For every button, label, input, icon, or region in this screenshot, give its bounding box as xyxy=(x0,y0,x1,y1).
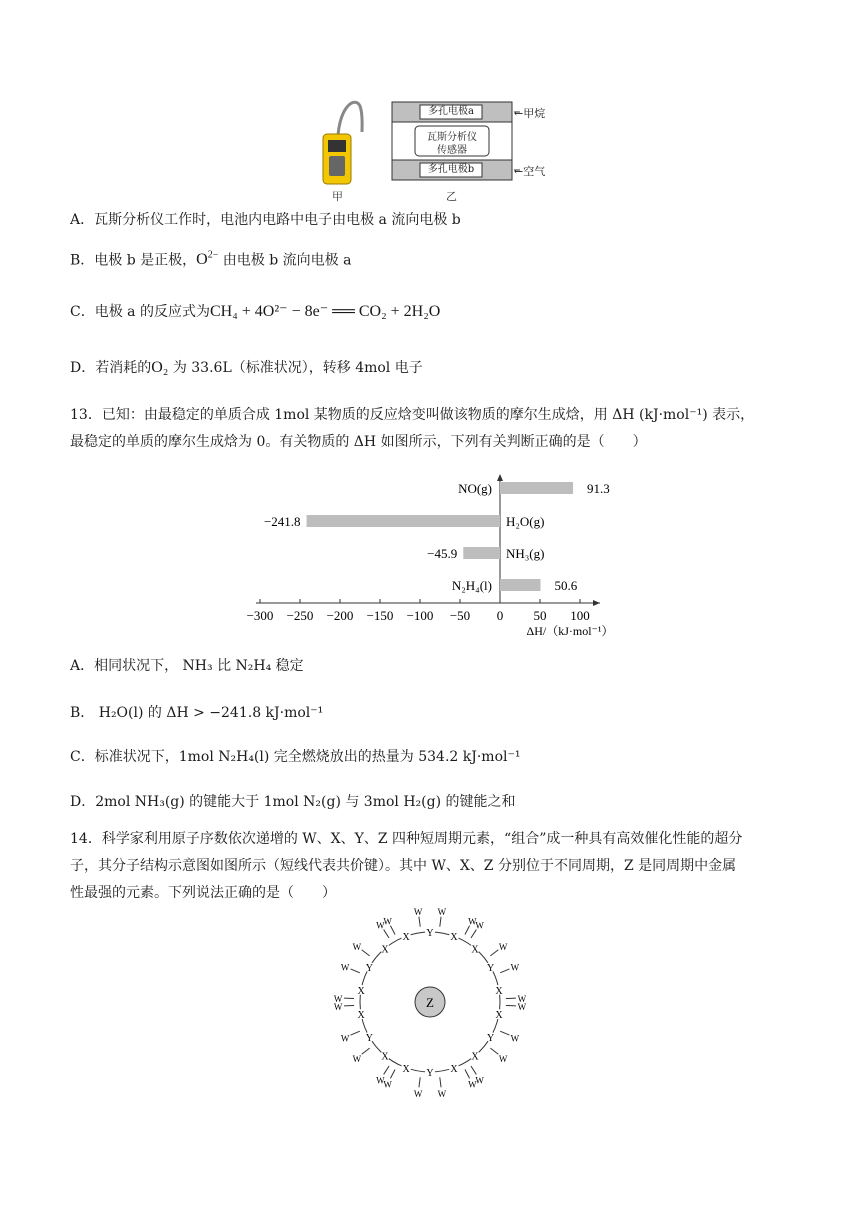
atom-y: Y xyxy=(365,1033,373,1044)
atom-x: X xyxy=(495,985,503,997)
category-label: N₂H₄(l) xyxy=(451,578,492,593)
value-label: −241.8 xyxy=(263,514,301,529)
bond xyxy=(390,926,395,935)
q13-option-d: D．2mol NH₃(g) 的键能大于 1mol N₂(g) 与 3mol H₂(g) 的键能之和 xyxy=(70,794,516,810)
atom-w: W xyxy=(340,1033,350,1044)
atom-x: X xyxy=(381,944,389,956)
value-label: −45.9 xyxy=(427,546,458,561)
atom-w: W xyxy=(468,916,477,927)
q12-option-d xyxy=(70,358,423,378)
z-label: Z xyxy=(426,995,434,1010)
bond xyxy=(440,917,441,927)
atom-y: Y xyxy=(487,1033,495,1044)
y-axis-arrow xyxy=(497,474,503,481)
q14-stem-line2: 子，其分子结构示意图如图所示（短线代表共价键）。其中 W、X、Z 分别位于不同周期，Z 是同周期中金属 xyxy=(70,858,737,874)
enthalpy-chart xyxy=(240,470,630,642)
atom-x: X xyxy=(471,944,479,956)
atom-y: Y xyxy=(426,1068,434,1079)
bond xyxy=(390,1069,395,1078)
category-label: NH₃(g) xyxy=(506,546,545,561)
electrode-a-equation: CH₄ + 4O²⁻ − 8e⁻ ══ CO₂ + 2H₂O xyxy=(209,303,441,320)
q12-option-c-pre: C．电极 a 的反应式为 xyxy=(70,304,210,320)
atom-x: X xyxy=(402,932,410,944)
q12-option-b-pre: B．电极 b 是正极， xyxy=(70,252,197,269)
atom-w: W xyxy=(340,962,350,973)
bond xyxy=(440,1077,441,1087)
atom-w: W xyxy=(352,1053,362,1064)
atom-w: W xyxy=(413,908,423,917)
atom-w: W xyxy=(498,1053,508,1064)
bond xyxy=(465,926,470,935)
atom-x: X xyxy=(357,1010,365,1022)
bar xyxy=(307,515,500,527)
caption-yi: 乙 xyxy=(446,190,457,203)
bond xyxy=(384,930,389,938)
bond xyxy=(490,1048,498,1054)
value-label: 91.3 xyxy=(587,481,610,496)
sensor-label-line2: 传感器 xyxy=(437,145,467,156)
x-tick-label: 0 xyxy=(496,608,504,623)
q12-option-c xyxy=(70,302,440,322)
atom-w: W xyxy=(517,993,527,1004)
atom-x: X xyxy=(471,1051,479,1063)
atom-x: X xyxy=(450,1063,458,1075)
q13-stem-line2: 最稳定的单质的摩尔生成焓为 0。有关物质的 ΔH 如图所示，下列有关判断正确的是（ ） xyxy=(70,434,647,450)
atom-x: X xyxy=(495,1010,503,1022)
q14-stem-line1: 14．科学家利用原子序数依次递增的 W、X、Y、Z 四种短周期元素，“组合”成一种具有高效催化性能的超分 xyxy=(70,831,743,847)
q12-option-a: A．瓦斯分析仪工作时，电池内电路中电子由电极 a 流向电极 b xyxy=(70,212,461,228)
x-tick-label: −50 xyxy=(449,608,471,623)
x-tick-label: −300 xyxy=(246,608,274,623)
q13-option-b: B． H₂O(l) 的 ΔH > −241.8 kJ·mol⁻¹ xyxy=(70,705,324,721)
caption-jia: 甲 xyxy=(332,190,343,203)
atom-w: W xyxy=(383,916,392,927)
bar xyxy=(500,482,573,494)
q14-stem-line3: 性最强的元素。下列说法正确的是（ ） xyxy=(70,885,336,901)
enthalpy-bar-chart xyxy=(240,470,630,642)
x-tick-label: −200 xyxy=(326,608,354,623)
category-label: NO(g) xyxy=(458,481,492,496)
atom-x: X xyxy=(381,1051,389,1063)
supramolecule-structure xyxy=(320,908,540,1104)
x-tick-label: 100 xyxy=(570,608,590,623)
q14-stem xyxy=(70,826,790,907)
bond xyxy=(471,930,476,938)
air-inlet-label: ←空气 xyxy=(514,165,546,178)
oxygen-formula: O₂ xyxy=(151,359,169,376)
q13-stem xyxy=(70,402,790,456)
bond xyxy=(500,1031,509,1035)
bond xyxy=(384,1066,389,1074)
q13-option-a: A．相同状况下， NH₃ 比 N₂H₄ 稳定 xyxy=(70,658,304,674)
bar xyxy=(500,579,540,591)
x-axis-label: ΔH/（kJ·mol⁻¹） xyxy=(526,624,614,638)
atom-w: W xyxy=(383,1079,392,1090)
q12-option-d-pre: D．若消耗的 xyxy=(70,360,152,376)
electrode-b-label: 多孔电极b xyxy=(427,164,475,175)
bond xyxy=(465,1069,470,1078)
atom-w: W xyxy=(475,1075,484,1086)
atom-w: W xyxy=(517,1002,527,1013)
q12-option-b xyxy=(70,246,351,270)
atom-w: W xyxy=(333,993,343,1004)
atom-w: W xyxy=(475,920,484,931)
category-label: H₂O(g) xyxy=(506,514,545,529)
atom-x: X xyxy=(450,932,458,944)
bond xyxy=(490,950,498,956)
atom-w: W xyxy=(413,1089,423,1100)
atom-w: W xyxy=(510,1033,520,1044)
figure-gas-analyzer xyxy=(310,96,570,206)
atom-w: W xyxy=(437,1089,447,1100)
q13-stem-line1: 13．已知：由最稳定的单质合成 1mol 某物质的反应焓变叫做该物质的摩尔生成焓，用 ΔH (kJ·mol⁻¹) 表示， xyxy=(70,407,755,423)
atom-w: W xyxy=(376,1075,385,1086)
methane-inlet-label: ←甲烷 xyxy=(514,107,546,120)
atom-w: W xyxy=(498,942,508,953)
x-tick-label: 50 xyxy=(533,608,547,623)
bond xyxy=(471,1066,476,1074)
bond xyxy=(500,969,509,973)
bar xyxy=(463,547,500,559)
supramolecule-figure xyxy=(320,908,540,1104)
atom-w: W xyxy=(468,1079,477,1090)
atom-x: X xyxy=(357,985,365,997)
value-label: 50.6 xyxy=(554,578,578,593)
bond xyxy=(351,969,360,973)
sensor-label-line1: 瓦斯分析仪 xyxy=(427,132,477,143)
electrode-a-label: 多孔电极a xyxy=(428,106,474,117)
bond xyxy=(362,1048,370,1054)
x-tick-label: −250 xyxy=(286,608,314,623)
atom-w: W xyxy=(352,942,362,953)
atom-y: Y xyxy=(365,963,373,974)
bond xyxy=(419,1077,420,1087)
atom-x: X xyxy=(402,1063,410,1075)
atom-w: W xyxy=(437,908,447,917)
bond xyxy=(419,917,420,927)
q13-option-c: C．标准状况下，1mol N₂H₄(l) 完全燃烧放出的热量为 534.2 kJ·mol⁻¹ xyxy=(70,749,521,765)
x-axis-arrow xyxy=(593,600,600,606)
handheld-analyzer-icon xyxy=(323,102,362,184)
bond xyxy=(362,950,370,956)
atom-w: W xyxy=(333,1002,343,1013)
atom-y: Y xyxy=(487,963,495,974)
x-tick-label: −100 xyxy=(406,608,434,623)
x-tick-label: −150 xyxy=(366,608,394,623)
bond xyxy=(351,1031,360,1035)
atom-w: W xyxy=(510,962,520,973)
q12-option-b-post: 由电极 b 流向电极 a xyxy=(218,252,352,269)
atom-y: Y xyxy=(426,928,434,939)
atom-w: W xyxy=(376,920,385,931)
q12-option-d-post: 为 33.6L（标准状况），转移 4mol 电子 xyxy=(168,360,423,376)
oxide-ion: $O^{2-}$ xyxy=(196,250,219,269)
